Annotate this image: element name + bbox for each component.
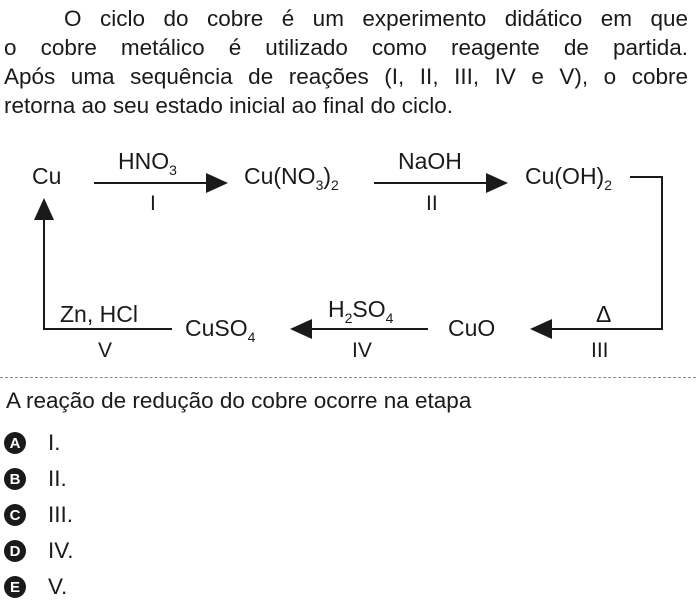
option-c[interactable] bbox=[4, 497, 73, 533]
option-text: IV. bbox=[48, 538, 74, 563]
species-cu-oh-2: $Cu(OH)_2$ bbox=[525, 163, 613, 193]
label-step-3: III bbox=[591, 339, 609, 362]
option-b[interactable] bbox=[4, 461, 73, 497]
intro-line: Após uma sequência de reações (I, II, III, IV e V), o cobre bbox=[4, 64, 688, 89]
arrowhead-step-2 bbox=[486, 173, 508, 193]
option-text: V. bbox=[48, 574, 68, 599]
species-cuso4: CuSO$_4$ bbox=[185, 315, 256, 345]
copper-cycle-diagram bbox=[0, 140, 696, 370]
species-cu-no3-2: $Cu(NO_3)_2$ bbox=[244, 163, 339, 193]
option-letter-badge: E bbox=[4, 576, 26, 598]
intro-line: o cobre metálico é utilizado como reagente de partida. bbox=[4, 35, 688, 60]
option-text: I. bbox=[48, 430, 61, 455]
answer-options bbox=[4, 425, 73, 605]
option-a[interactable] bbox=[4, 425, 73, 461]
arrowhead-step-1 bbox=[206, 173, 228, 193]
intro-line: O ciclo do cobre é um experimento didático em que bbox=[64, 6, 688, 31]
option-d[interactable] bbox=[4, 533, 73, 569]
reagent-step-5: Zn, HCl bbox=[60, 301, 138, 327]
arrowhead-step-4 bbox=[290, 319, 312, 339]
reagent-step-1: $HNO_3$ bbox=[118, 148, 177, 178]
option-letter-badge: A bbox=[4, 432, 26, 454]
arrowhead-step-3 bbox=[530, 319, 552, 339]
label-step-5: V bbox=[98, 339, 113, 362]
section-divider bbox=[0, 377, 696, 378]
option-text: II. bbox=[48, 466, 67, 491]
intro-line: retorna ao seu estado inicial ao final do ciclo. bbox=[4, 93, 454, 118]
reagent-step-2: NaOH bbox=[398, 148, 462, 174]
question-text: A reação de redução do cobre ocorre na etapa bbox=[6, 388, 472, 413]
option-letter-badge: B bbox=[4, 468, 26, 490]
intro-text bbox=[4, 4, 688, 120]
option-letter-badge: D bbox=[4, 540, 26, 562]
arrowhead-step-5 bbox=[34, 198, 54, 220]
label-step-4: IV bbox=[352, 339, 372, 362]
option-letter-badge: C bbox=[4, 504, 26, 526]
label-step-2: II bbox=[426, 192, 438, 215]
reagent-step-3: Δ bbox=[596, 301, 612, 327]
option-text: III. bbox=[48, 502, 74, 527]
species-cu: Cu bbox=[32, 163, 62, 189]
reagent-step-4: $H_2SO_4$ bbox=[328, 296, 394, 326]
species-cuo: CuO bbox=[448, 315, 496, 341]
label-step-1: I bbox=[150, 192, 156, 215]
option-e[interactable] bbox=[4, 569, 73, 605]
